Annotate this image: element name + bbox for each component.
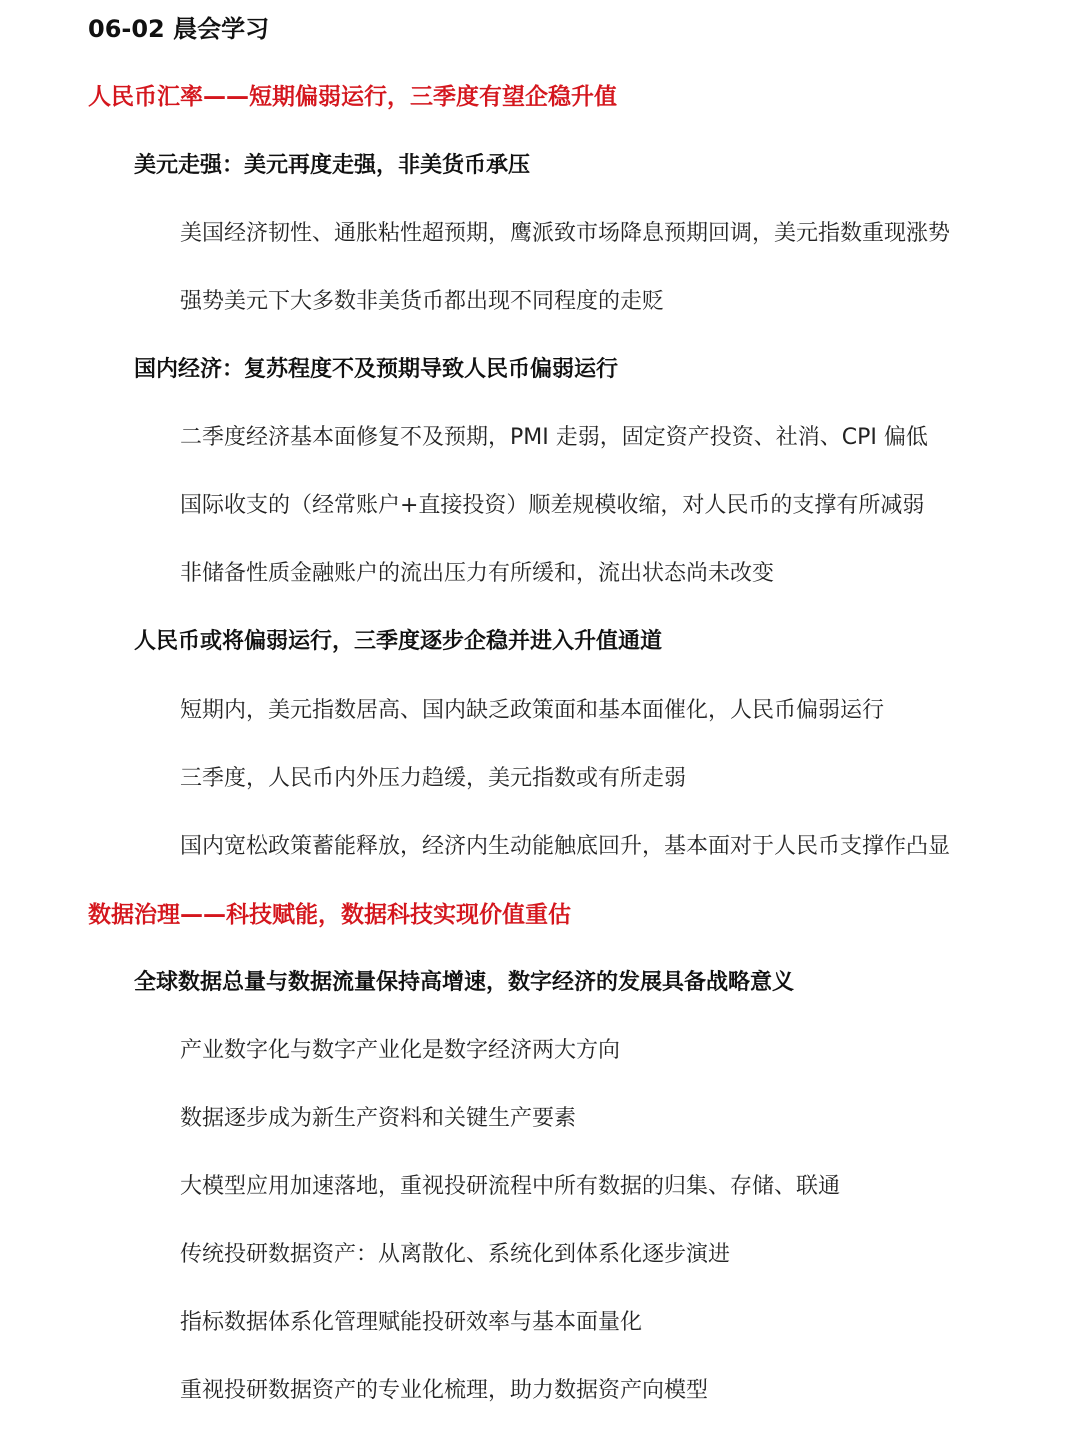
bullet-item: 指标数据体系化管理赋能投研效率与基本面量化 xyxy=(180,1310,643,1335)
subheading-rmb-outlook: 人民币或将偏弱运行，三季度逐步企稳并进入升值通道 xyxy=(134,629,663,654)
section-title-data-governance: 数据治理——科技赋能，数据科技实现价值重估 xyxy=(88,902,571,928)
subheading-domestic-economy: 国内经济：复苏程度不及预期导致人民币偏弱运行 xyxy=(134,357,619,382)
bullet-item: 重视投研数据资产的专业化梳理，助力数据资产向模型 xyxy=(180,1378,709,1403)
date-title: 06-02 晨会学习 xyxy=(88,15,270,43)
section-title-rmb-exchange-rate: 人民币汇率——短期偏弱运行，三季度有望企稳升值 xyxy=(88,84,617,110)
bullet-item: 非储备性质金融账户的流出压力有所缓和，流出状态尚未改变 xyxy=(180,561,775,586)
bullet-item: 三季度，人民币内外压力趋缓，美元指数或有所走弱 xyxy=(180,766,687,791)
bullet-item: 美国经济韧性、通胀粘性超预期，鹰派致市场降息预期回调，美元指数重现涨势 xyxy=(180,221,951,246)
bullet-item: 大模型应用加速落地，重视投研流程中所有数据的归集、存储、联通 xyxy=(180,1174,841,1199)
bullet-item: 国际收支的（经常账户+直接投资）顺差规模收缩，对人民币的支撑有所减弱 xyxy=(180,493,925,518)
bullet-item: 短期内，美元指数居高、国内缺乏政策面和基本面催化，人民币偏弱运行 xyxy=(180,698,885,723)
subheading-usd-strength: 美元走强：美元再度走强，非美货币承压 xyxy=(134,153,531,178)
bullet-item: 传统投研数据资产：从离散化、系统化到体系化逐步演进 xyxy=(180,1242,731,1267)
bullet-item: 强势美元下大多数非美货币都出现不同程度的走贬 xyxy=(180,289,665,314)
bullet-item: 产业数字化与数字产业化是数字经济两大方向 xyxy=(180,1038,621,1063)
bullet-item: 二季度经济基本面修复不及预期，PMI 走弱，固定资产投资、社消、CPI 偏低 xyxy=(180,425,928,450)
subheading-global-data-growth: 全球数据总量与数据流量保持高增速，数字经济的发展具备战略意义 xyxy=(134,970,795,995)
bullet-item: 数据逐步成为新生产资料和关键生产要素 xyxy=(180,1106,577,1131)
bullet-item: 国内宽松政策蓄能释放，经济内生动能触底回升，基本面对于人民币支撑作凸显 xyxy=(180,834,951,859)
